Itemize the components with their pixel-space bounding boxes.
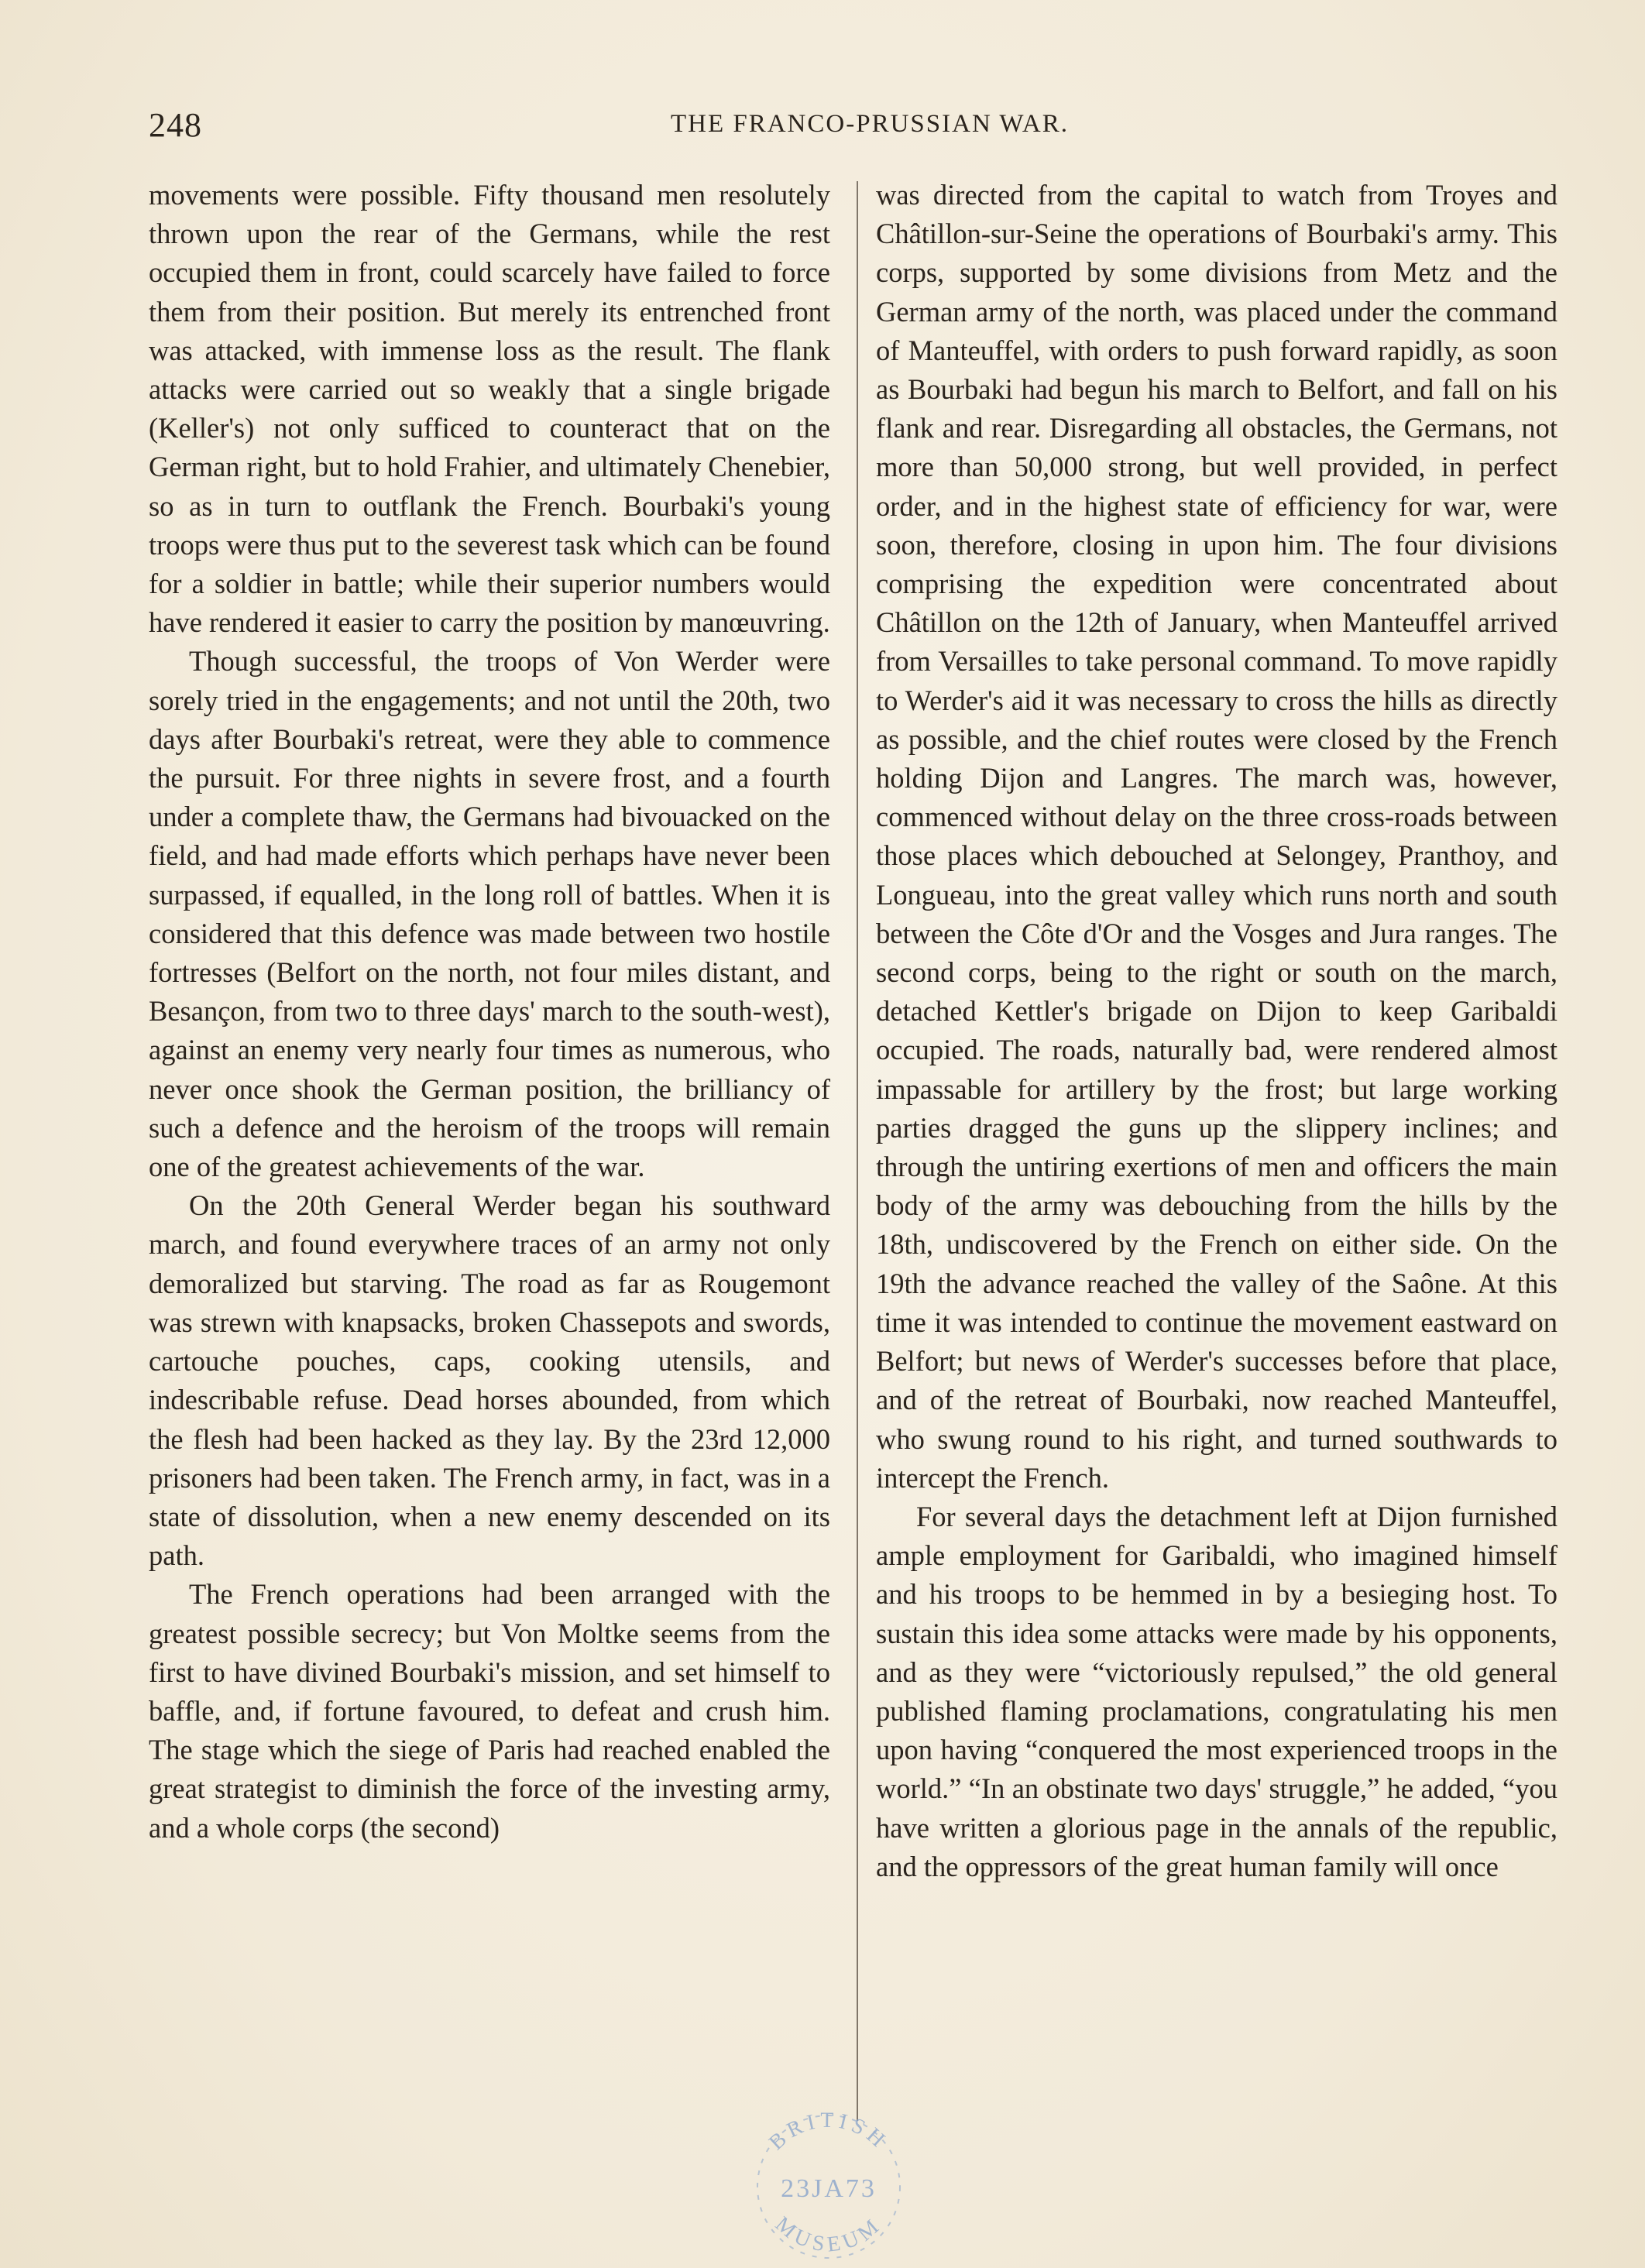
left-column (149, 176, 830, 1848)
page-header (149, 105, 1560, 152)
right-paragraph-1: was directed from the capital to watch from Troyes and Châtillon-sur-Seine the operations of Bourbaki's army. This corps, supported by some divisions from Metz and the German army of the north, was placed under the command of Manteuffel, with orders to push forward rapidly, as soon as Bourbaki had begun his march to Belfort, and fall on his flank and rear. Disregarding all obstacles, the Germans, not more than 50,000 strong, but well provided, in perfect order, and in the highest state of efficiency for war, were soon, therefore, closing in upon him. The four divisions comprising the expedition were concentrated about Châtillon on the 12th of January, when Manteuffel arrived from Versailles to take personal command. To move rapidly to Werder's aid it was necessary to cross the hills as directly as possible, and the chief routes were closed by the French holding Dijon and Langres. The march was, however, commenced without delay on the three cross-roads between those places which debouched at Selongey, Pranthoy, and Longueau, into the great valley which runs north and south between the Côte d'Or and the Vosges and Jura ranges. The second corps, being to the right or south on the march, detached Kettler's brigade on Dijon to keep Garibaldi occupied. The roads, naturally bad, were rendered almost impassable for artillery by the frost; but large working parties dragged the guns up the slippery inclines; and through the untiring exertions of men and officers the main body of the army was debouching from the hills by the 18th, undiscovered by the French on either side. On the 19th the advance reached the valley of the Saône. At this time it was intended to continue the movement eastward on Belfort; but news of Werder's successes before that place, and of the retreat of Bourbaki, now reached Manteuffel, who swung round to his right, and turned southwards to intercept the French. (876, 179, 1557, 1494)
column-divider (857, 181, 858, 2121)
running-title: THE FRANCO-PRUSSIAN WAR. (670, 110, 1070, 138)
stamp-top-text: BRITISH (764, 2108, 893, 2155)
left-paragraph-2: Though successful, the troops of Von Werder were sorely tried in the engagements; and not until the 20th, two days after Bourbaki's retreat, were they able to commence the pursuit. For three nights in severe frost, and a fourth under a complete thaw, the Germans had bivouacked on the field, and had made efforts which perhaps have never been surpassed, if equalled, in the long roll of battles. When it is considered that this defence was made between two hostile fortresses (Belfort on the north, not four miles distant, and Besançon, from two to three days' march to the south-west), against an enemy very nearly four times as numerous, who never once shook the German position, the brilliancy of such a defence and the heroism of the troops will remain one of the greatest achievements of the war. (149, 645, 830, 1183)
right-column (876, 176, 1557, 1886)
british-museum-stamp (740, 2108, 918, 2263)
stamp-bottom-text: MUSEUM (770, 2211, 888, 2257)
left-paragraph-4: The French operations had been arranged with the greatest possible secrecy; but Von Moltke seems from the first to have divined Bourbaki's mission, and set himself to baffle, and, if fortune favoured, to defeat and crush him. The stage which the siege of Paris had reached enabled the great strategist to diminish the force of the investing army, and a whole corps (the second) (149, 1578, 830, 1844)
stamp-date: 23JA73 (781, 2174, 877, 2203)
right-paragraph-2: For several days the detachment left at Dijon furnished ample employment for Garibaldi, who imagined himself and his troops to be hemmed in by a besieging host. To sustain this idea some attacks were made by his opponents, and as they were “victoriously repulsed,” the old general published flaming proclamations, congratulating his men upon having “conquered the most experienced troops in the world.” “In an obstinate two days' struggle,” he added, “you have written a glorious page in the annals of the republic, and the oppressors of the great human family will once (876, 1500, 1557, 1882)
left-paragraph-3: On the 20th General Werder began his southward march, and found everywhere traces of an army not only demoralized but starving. The road as far as Rougemont was strewn with knapsacks, broken Chassepots and swords, cartouche pouches, caps, cooking utensils, and indescribable refuse. Dead horses abounded, from which the flesh had been hacked as they lay. By the 23rd 12,000 prisoners had been taken. The French army, in fact, was in a state of dissolution, when a new enemy descended on its path. (149, 1189, 830, 1572)
page-number: 248 (149, 106, 202, 144)
left-paragraph-1: movements were possible. Fifty thousand men resolutely thrown upon the rear of the Germans, while the rest occupied them in front, could scarcely have failed to force them from their position. But merely its entrenched front was attacked, with immense loss as the result. The flank attacks were carried out so weakly that a single brigade (Keller's) not only sufficed to counteract that on the German right, but to hold Frahier, and ultimately Chenebier, so as in turn to outflank the French. Bourbaki's young troops were thus put to the severest task which can be found for a soldier in battle; while their superior numbers would have rendered it easier to carry the position by manœuvring. (149, 179, 830, 639)
